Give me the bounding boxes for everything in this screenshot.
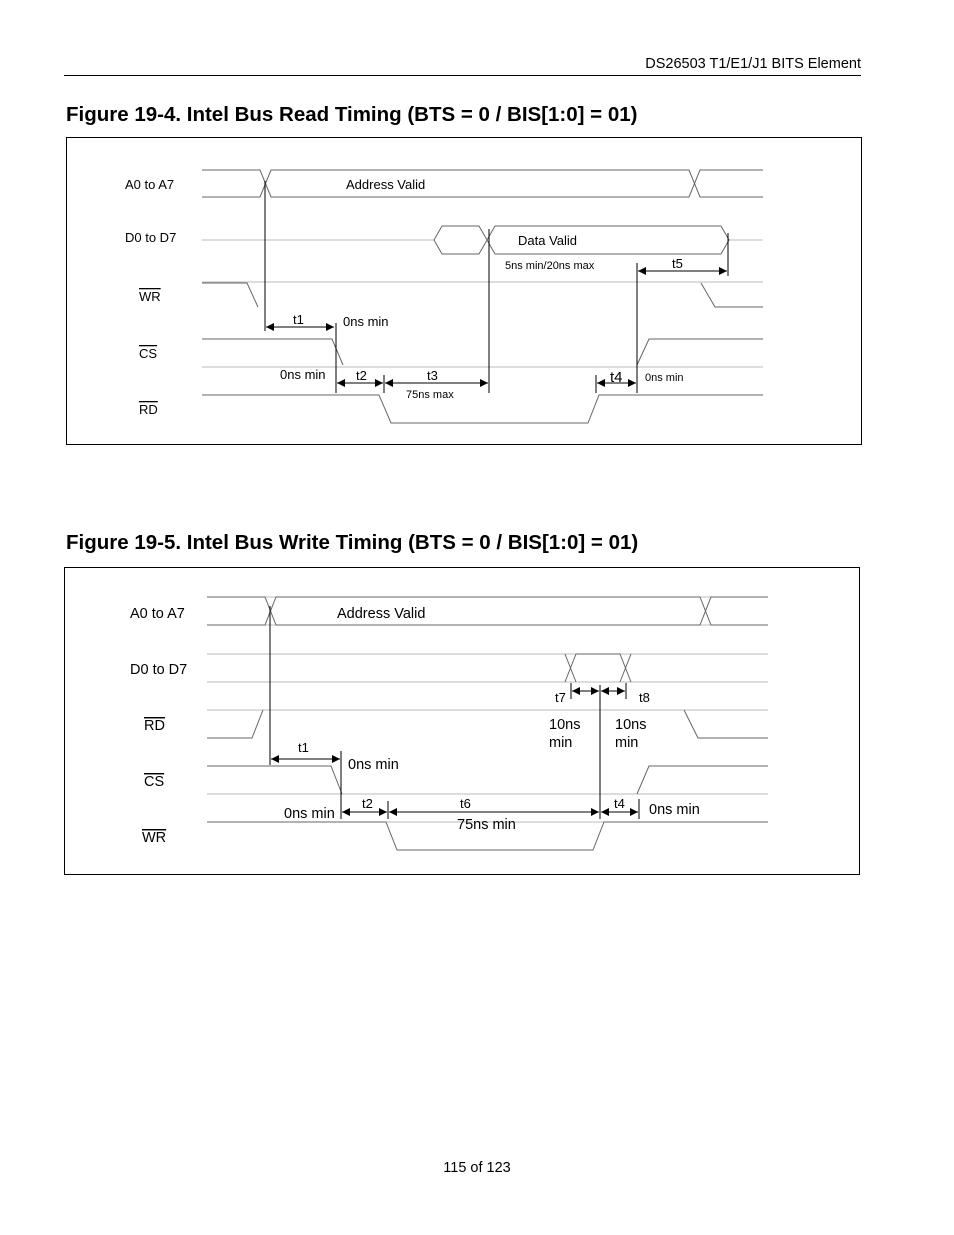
signal-data: D0 to D7 (125, 230, 177, 245)
rd-waveform (207, 710, 768, 738)
signal-wr: WR (139, 289, 161, 304)
rd-waveform (202, 395, 763, 423)
address-valid-label: Address Valid (337, 606, 426, 622)
signal-cs: CS (144, 774, 165, 790)
document-header: DS26503 T1/E1/J1 BITS Element (645, 56, 861, 72)
t3-max-label: 75ns max (406, 389, 454, 401)
data-waveform (565, 654, 631, 682)
t7-label: t7 (555, 690, 566, 705)
t1-min-label: 0ns min (348, 757, 399, 773)
wr-waveform (202, 283, 763, 307)
signal-data: D0 to D7 (130, 662, 188, 678)
figure-19-4-title: Figure 19-4. Intel Bus Read Timing (BTS = 0 / BIS[1:0] = 01) (66, 103, 638, 126)
t7-value: 10ns (549, 717, 581, 733)
t8-value: 10ns (615, 717, 647, 733)
page-number: 115 of 123 (443, 1160, 511, 1176)
t8-unit: min (615, 735, 639, 751)
signal-cs: CS (139, 346, 158, 361)
data-valid-label: Data Valid (518, 233, 578, 248)
signal-addr: A0 to A7 (130, 606, 185, 622)
cs-waveform (202, 339, 763, 365)
cs-waveform (207, 766, 768, 794)
t4-min-label: 0ns min (645, 372, 684, 384)
t5-label: t5 (672, 256, 683, 271)
t2-min-label: 0ns min (280, 367, 326, 382)
t5-range-label: 5ns min/20ns max (505, 260, 595, 272)
t1-label: t1 (298, 740, 309, 755)
addr-waveform (207, 597, 768, 625)
t2-min-label: 0ns min (284, 806, 335, 822)
signal-rd: RD (144, 718, 165, 734)
figure-19-5-write-timing (64, 567, 860, 875)
t2-label: t2 (362, 796, 373, 811)
t1-min-label: 0ns min (343, 314, 389, 329)
address-valid-label: Address Valid (346, 177, 426, 192)
guide-lines (207, 597, 768, 822)
t1-label: t1 (293, 312, 304, 327)
figure-19-5-title: Figure 19-5. Intel Bus Write Timing (BTS = 0 / BIS[1:0] = 01) (66, 531, 639, 554)
data-waveform (434, 226, 729, 254)
signal-rd: RD (139, 402, 158, 417)
signal-wr: WR (142, 830, 167, 846)
t7-unit: min (549, 735, 573, 751)
t8-label: t8 (639, 690, 650, 705)
header-rule (64, 75, 861, 76)
t6-label: t6 (460, 796, 471, 811)
t4-label: t4 (614, 796, 625, 811)
signal-addr: A0 to A7 (125, 177, 175, 192)
t4-min-label: 0ns min (649, 802, 700, 818)
addr-waveform (202, 170, 763, 197)
t4-label: t4 (610, 369, 623, 386)
t2-label: t2 (356, 368, 367, 383)
figure-19-4-read-timing (66, 137, 862, 445)
t3-label: t3 (427, 368, 438, 383)
t6-min-label: 75ns min (457, 817, 516, 833)
